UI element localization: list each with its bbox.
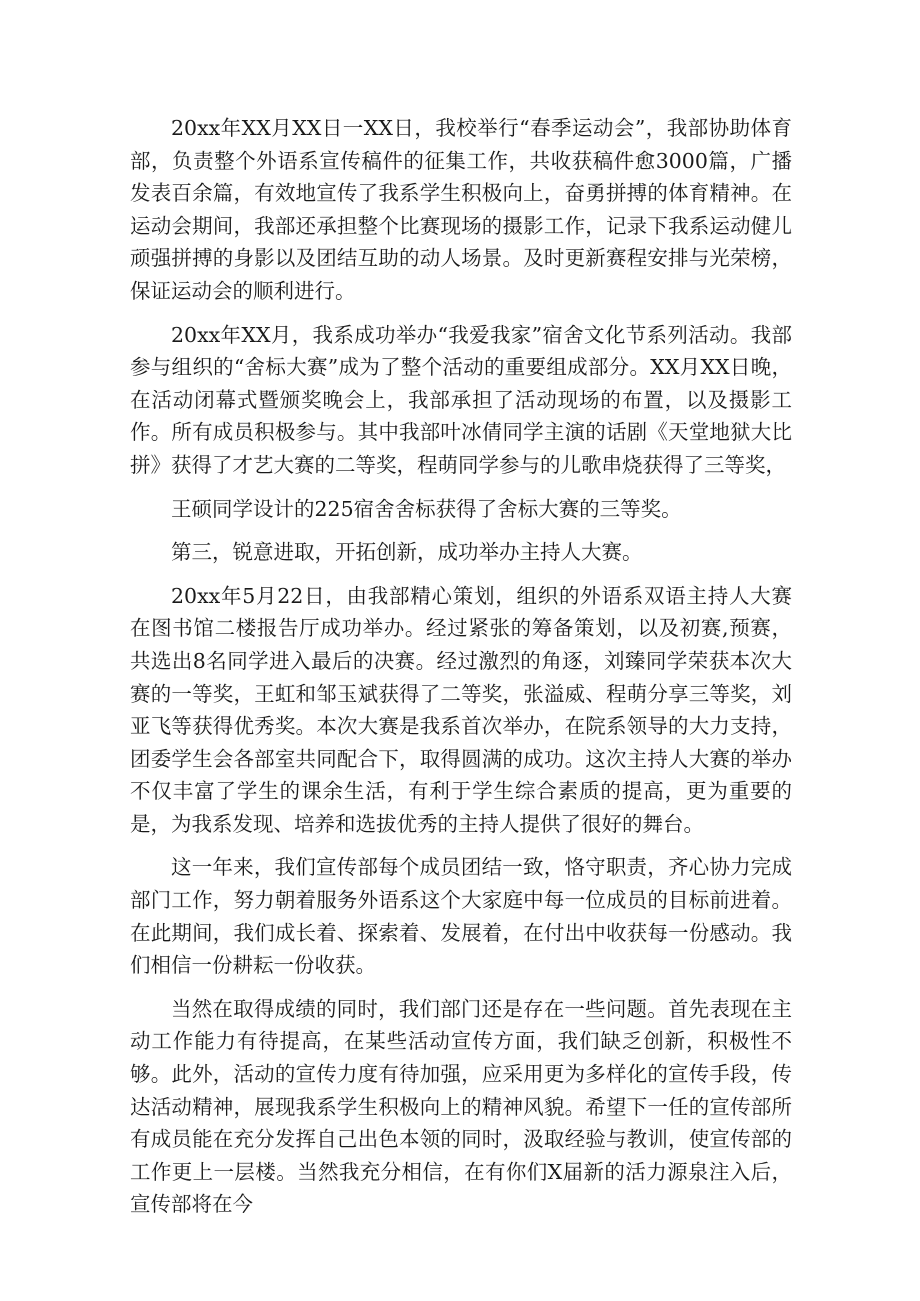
paragraph-host-contest: 20xx年5月22日，由我部精心策划，组织的外语系双语主持人大赛在图书馆二楼报告厅成功举办。经过紧张的筹备策划，以及初赛,预赛，共选出8名同学进入最后的决赛。经过激烈的角逐，刘臻同学荣获本次大赛的一等奖，王虹和邹玉斌获得了二等奖，张溢威、程萌分享三等奖，刘亚飞等获得优秀奖。本次大赛是我系首次举办，在院系领导的大力支持，团委学生会各部室共同配合下，取得圆满的成功。这次主持人大赛的举办不仅丰富了学生的课余生活，有利于学生综合素质的提高，更为重要的是，为我系发现、培养和选拔优秀的主持人提供了很好的舞台。 xyxy=(130,583,792,836)
paragraph-dorm-festival: 20xx年XX月，我系成功举办“我爱我家”宿舍文化节系列活动。我部参与组织的“舍标大赛”成为了整个活动的重要组成部分。XX月XX日晚，在活动闭幕式暨颁奖晚会上，我部承担了活动现场的布置，以及摄影工作。所有成员积极参与。其中我部叶冰倩同学主演的话剧《天堂地狱大比拼》获得了才艺大赛的二等奖，程萌同学参与的儿歌串烧获得了三等奖， xyxy=(130,322,792,477)
document-body xyxy=(130,112,792,1232)
paragraph-third-heading: 第三，锐意进取，开拓创新，成功举办主持人大赛。 xyxy=(171,540,643,565)
paragraph-year-summary: 这一年来，我们宣传部每个成员团结一致，恪守职责，齐心协力完成部门工作，努力朝着服务外语系这个大家庭中每一位成员的目标前进着。在此期间，我们成长着、探索着、发展着，在付出中收获每一份感动。我们相信一份耕耘一份收获。 xyxy=(130,855,792,978)
paragraph-problems: 当然在取得成绩的同时，我们部门还是存在一些问题。首先表现在主动工作能力有待提高，在某些活动宣传方面，我们缺乏创新，积极性不够。此外，活动的宣传力度有待加强，应采用更为多样化的宣传手段，传达活动精神，展现我系学生积极向上的精神风貌。希望下一任的宣传部所有成员能在充分发挥自己出色本领的同时，汲取经验与教训，使宣传部的工作更上一层楼。当然我充分相信，在有你们X届新的活力源泉注入后，宣传部将在今 xyxy=(130,996,792,1217)
paragraph-sports-meet: 20xx年XX月XX日一XX日，我校举行“春季运动会”，我部协助体育部，负责整个外语系宣传稿件的征集工作，共收获稿件愈3000篇，广播发表百余篇，有效地宣传了我系学生积极向上，奋勇拼搏的体育精神。在运动会期间，我部还承担整个比赛现场的摄影工作，记录下我系运动健儿顽强拼搏的身影以及团结互助的动人场景。及时更新赛程安排与光荣榜，保证运动会的顺利进行。 xyxy=(130,116,792,303)
paragraph-dorm-logo-award: 王硕同学设计的225宿舍舍标获得了舍标大赛的三等奖。 xyxy=(171,496,682,521)
